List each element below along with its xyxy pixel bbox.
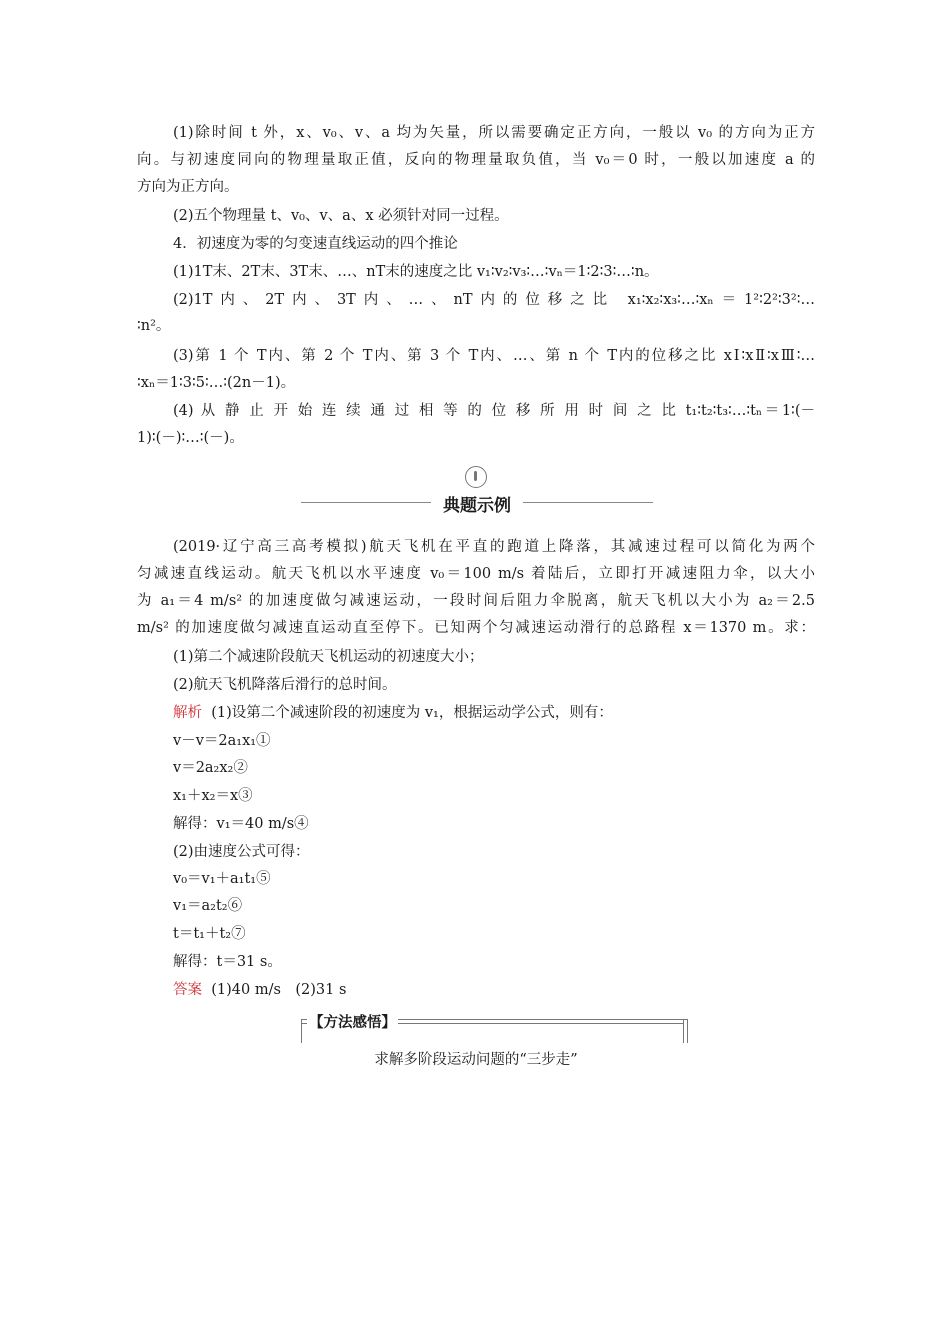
banner-rule-left bbox=[301, 502, 431, 503]
equation-5: v₀＝v₁＋a₁t₁⑤ bbox=[173, 871, 271, 887]
method-box bbox=[301, 1015, 687, 1041]
question-part-1: (1)第二个减速阶段航天飞机运动的初速度大小； bbox=[173, 649, 484, 665]
answer-label: 答案 bbox=[173, 982, 202, 998]
answer-text: (1)40 m/s (2)31 s bbox=[211, 982, 347, 998]
section-banner bbox=[301, 480, 653, 524]
equation-6: v₁＝a₂t₂⑥ bbox=[173, 898, 243, 914]
method-label: 【方法感悟】 bbox=[307, 1011, 398, 1032]
box-border-right-inner bbox=[683, 1019, 684, 1043]
banner-title: 典题示例 bbox=[443, 496, 511, 516]
note-2: (2)五个物理量 t、v₀、v、a、x 必须针对同一过程。 bbox=[173, 208, 509, 224]
rule-3-line-b: ∶xₙ＝1∶3∶5∶…∶(2n－1)。 bbox=[137, 375, 296, 391]
question-line-c: 为 a₁＝4 m/s² 的加速度做匀减速运动，一段时间后阻力伞脱离，航天飞机以大小为 a₂＝2.5 bbox=[137, 593, 815, 609]
solution-step-1: (1)设第二个减速阶段的初速度为 v₁，根据运动学公式，则有： bbox=[211, 705, 613, 721]
note-1-line-b: 向。与初速度同向的物理量取正值，反向的物理量取负值，当 v₀＝0 时，一般以加速度 a 的 bbox=[137, 152, 815, 168]
rule-4-line-a: (4) 从 静 止 开 始 连 续 通 过 相 等 的 位 移 所 用 时 间 之 比 t₁∶t₂∶t₃∶…∶tₙ＝1∶(－ bbox=[173, 403, 815, 419]
equation-7: t＝t₁＋t₂⑦ bbox=[173, 926, 246, 942]
rule-4-line-b: 1)∶(－)∶…∶(－)。 bbox=[137, 430, 244, 446]
rule-1: (1)1T末、2T末、3T末、…、nT末的速度之比 v₁∶v₂∶v₃∶…∶vₙ＝1∶2∶3∶…∶n。 bbox=[173, 264, 659, 280]
rule-2-line-b: ∶n²。 bbox=[137, 318, 171, 334]
equation-2: v＝2a₂x₂② bbox=[173, 760, 248, 776]
solution-intro bbox=[173, 700, 815, 726]
question-part-2: (2)航天飞机降落后滑行的总时间。 bbox=[173, 677, 397, 693]
equation-1: v－v＝2a₁x₁① bbox=[173, 733, 271, 749]
note-1-line-a: (1)除时间 t 外，x、v₀、v、a 均为矢量，所以需要确定正方向，一般以 v₀ 的方向为正方 bbox=[173, 125, 815, 141]
question-line-a: (2019·辽宁高三高考模拟)航天飞机在平直的跑道上降落，其减速过程可以简化为两个 bbox=[173, 539, 815, 555]
banner-rule-right bbox=[523, 502, 653, 503]
equation-4: 解得：v₁＝40 m/s④ bbox=[173, 816, 309, 832]
method-text: 求解多阶段运动问题的“三步走” bbox=[374, 1052, 578, 1068]
box-border-right bbox=[687, 1019, 688, 1043]
equation-8: 解得：t＝31 s。 bbox=[173, 954, 282, 970]
rule-2-line-a: (2)1T内、2T内、3T内、…、nT内的位移之比 x₁∶x₂∶x₃∶…∶xₙ＝1²∶2²∶3²∶… bbox=[173, 292, 815, 308]
question-line-d: m/s² 的加速度做匀减速直运动直至停下。已知两个匀减速运动滑行的总路程 x＝1370 m。求： bbox=[137, 620, 815, 636]
answer-line bbox=[173, 977, 815, 1003]
note-1-line-c: 方向为正方向。 bbox=[137, 179, 239, 195]
heading-4: 4．初速度为零的匀变速直线运动的四个推论 bbox=[173, 236, 458, 252]
solution-label: 解析 bbox=[173, 705, 202, 721]
solution-step-2: (2)由速度公式可得： bbox=[173, 844, 310, 860]
equation-3: x₁＋x₂＝x③ bbox=[173, 788, 253, 804]
question-line-b: 匀减速直线运动。航天飞机以水平速度 v₀＝100 m/s 着陆后，立即打开减速阻力伞，以大小 bbox=[137, 566, 815, 582]
rule-3-line-a: (3)第 1 个 T内、第 2 个 T内、第 3 个 T内、…、第 n 个 T内的位移之比 xⅠ∶xⅡ∶xⅢ∶… bbox=[173, 348, 815, 364]
lightbulb-icon bbox=[465, 466, 487, 488]
